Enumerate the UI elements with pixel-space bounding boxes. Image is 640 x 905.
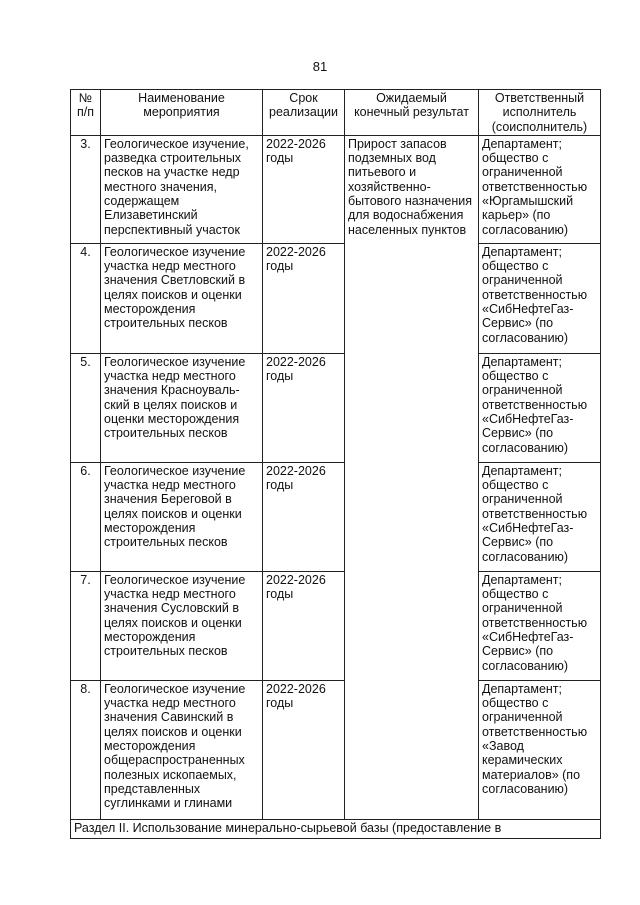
row-number: 7. bbox=[71, 571, 101, 680]
term-cell: 2022-2026 годы bbox=[263, 135, 345, 243]
measures-table bbox=[70, 89, 601, 839]
header-name: Наименование мероприятия bbox=[101, 90, 263, 136]
header-num: № п/п bbox=[71, 90, 101, 136]
row-number: 3. bbox=[71, 135, 101, 243]
term-cell: 2022-2026 годы bbox=[263, 353, 345, 462]
measure-name: Геологическое изучение участка недр местного значения Светловский в целях поисков и оценки месторождения строительных песков bbox=[101, 243, 263, 353]
responsible-cell: Департамент; общество с ограниченной ответственностью «СибНефтеГаз-Сервис» (по согласованию) bbox=[479, 243, 601, 353]
header-result: Ожидаемый конечный результат bbox=[345, 90, 479, 136]
header-responsible: Ответственный исполнитель (соисполнитель) bbox=[479, 90, 601, 136]
table-header-row bbox=[71, 90, 601, 136]
responsible-cell: Департамент; общество с ограниченной ответственностью «СибНефтеГаз-Сервис» (по согласованию) bbox=[479, 571, 601, 680]
term-cell: 2022-2026 годы bbox=[263, 571, 345, 680]
measure-name: Геологическое изучение участка недр местного значения Савинский в целях поисков и оценки месторождения общераспространенных полезных ископаемых, представленных суглинками и глинами bbox=[101, 680, 263, 819]
expected-result: Прирост запасов подземных вод питьевого и хозяйственно-бытового назначения для водоснабжения населенных пунктов bbox=[345, 135, 479, 819]
section-heading-row bbox=[71, 819, 601, 838]
row-number: 5. bbox=[71, 353, 101, 462]
row-number: 4. bbox=[71, 243, 101, 353]
responsible-cell: Департамент; общество с ограниченной ответственностью «СибНефтеГаз-Сервис» (по согласованию) bbox=[479, 462, 601, 571]
table-row bbox=[71, 353, 601, 462]
section-title: Раздел II. Использование минерально-сырьевой базы (предоставление в bbox=[71, 819, 601, 838]
measure-name: Геологическое изучение участка недр местного значения Береговой в целях поисков и оценки месторождения строительных песков bbox=[101, 462, 263, 571]
measure-name: Геологическое изучение, разведка строительных песков на участке недр местного значения, содержащем Елизаветинский перспективный участок bbox=[101, 135, 263, 243]
term-cell: 2022-2026 годы bbox=[263, 680, 345, 819]
measure-name: Геологическое изучение участка недр местного значения Красноуваль-ский в целях поисков и оценки месторождения строительных песков bbox=[101, 353, 263, 462]
responsible-cell: Департамент; общество с ограниченной ответственностью «Завод керамических материалов» (по согласованию) bbox=[479, 680, 601, 819]
header-term: Срок реализации bbox=[263, 90, 345, 136]
table-row bbox=[71, 243, 601, 353]
term-cell: 2022-2026 годы bbox=[263, 462, 345, 571]
responsible-cell: Департамент; общество с ограниченной ответственностью «Юргамышский карьер» (по согласованию) bbox=[479, 135, 601, 243]
table-row bbox=[71, 680, 601, 819]
row-number: 8. bbox=[71, 680, 101, 819]
table-row bbox=[71, 571, 601, 680]
row-number: 6. bbox=[71, 462, 101, 571]
responsible-cell: Департамент; общество с ограниченной ответственностью «СибНефтеГаз-Сервис» (по согласованию) bbox=[479, 353, 601, 462]
measure-name: Геологическое изучение участка недр местного значения Сусловский в целях поисков и оценки месторождения строительных песков bbox=[101, 571, 263, 680]
table-row bbox=[71, 462, 601, 571]
page-number: 81 bbox=[312, 59, 328, 74]
term-cell: 2022-2026 годы bbox=[263, 243, 345, 353]
table-row bbox=[71, 135, 601, 243]
